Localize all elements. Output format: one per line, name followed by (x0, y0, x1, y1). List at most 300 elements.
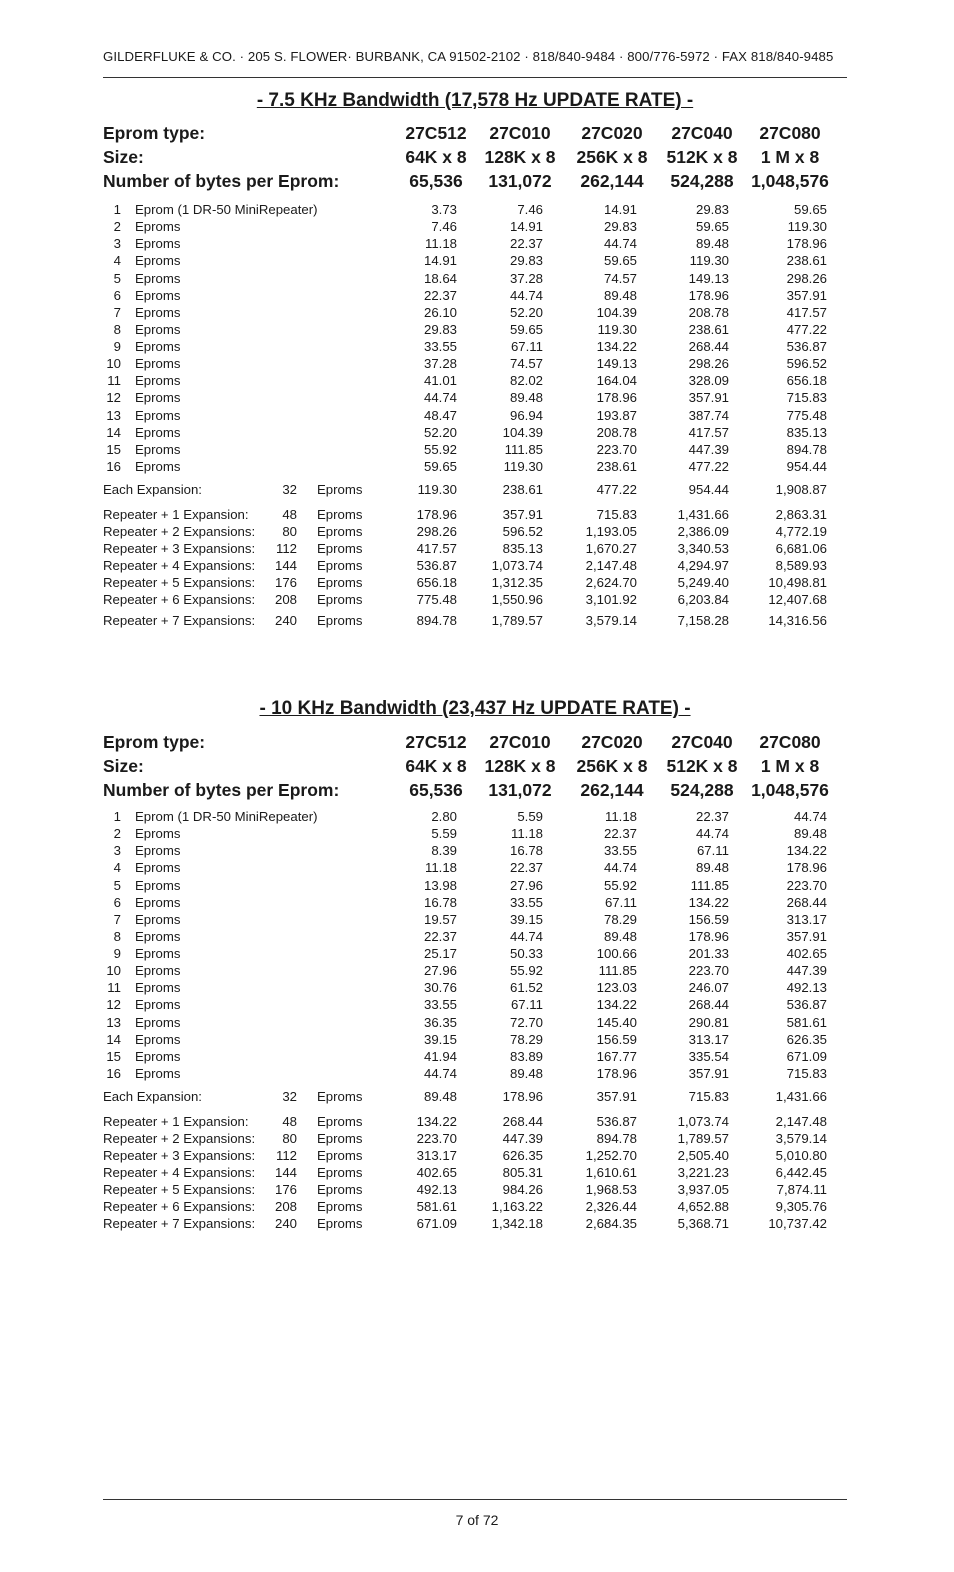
eprom-label: Eprom (1 DR-50 MiniRepeater) (135, 202, 318, 217)
seconds-value: 52.20 (423, 424, 457, 440)
eprom-label: Eproms (135, 356, 181, 372)
seconds-value: 37.28 (423, 356, 457, 372)
eprom-count: 11 (107, 980, 121, 996)
seconds-value: 894.78 (416, 613, 457, 628)
seconds-value: 7,158.28 (677, 613, 729, 628)
seconds-value: 1,610.61 (585, 1165, 637, 1180)
seconds-value: 119.30 (417, 482, 457, 497)
seconds-value: 59.65 (509, 321, 543, 337)
seconds-value: 201.33 (688, 946, 729, 962)
seconds-value: 596.52 (786, 356, 827, 372)
eprom-count: 2 (113, 826, 121, 842)
eprom-label: Eproms (135, 219, 181, 235)
expansion-unit: Eproms (317, 592, 363, 607)
seconds-value: 208.78 (688, 304, 729, 320)
eprom-count-row (103, 219, 847, 236)
eprom-count: 16 (106, 458, 121, 474)
seconds-value: 656.18 (786, 373, 827, 389)
seconds-value: 357.91 (786, 287, 827, 303)
column-header-cell: 256K x 8 (576, 756, 648, 776)
seconds-value: 6,203.84 (677, 592, 729, 607)
seconds-value: 193.87 (596, 407, 637, 423)
seconds-value: 626.35 (502, 1148, 543, 1163)
seconds-value: 55.92 (509, 963, 543, 979)
column-header-cell: 1,048,576 (751, 780, 829, 800)
seconds-value: 3.73 (431, 202, 457, 217)
eprom-label: Eproms (135, 911, 181, 927)
seconds-value: 268.44 (502, 1114, 543, 1129)
eprom-count-row (103, 860, 847, 877)
seconds-value: 6,442.45 (775, 1165, 827, 1180)
seconds-value: 402.65 (416, 1165, 457, 1180)
seconds-value: 1,073.74 (677, 1114, 729, 1129)
expansion-row (103, 541, 847, 558)
seconds-value: 59.65 (695, 219, 729, 235)
eprom-count: 14 (106, 1031, 121, 1047)
section-title: - 10 KHz Bandwidth (23,437 Hz UPDATE RATE) - (259, 698, 691, 719)
seconds-value: 298.26 (688, 356, 729, 372)
seconds-value: 7.46 (431, 219, 457, 235)
seconds-value: 89.48 (423, 1089, 457, 1104)
eprom-label: Eproms (135, 1014, 181, 1030)
seconds-value: 581.61 (416, 1199, 457, 1214)
seconds-value: 134.22 (688, 894, 729, 910)
seconds-value: 52.20 (509, 304, 543, 320)
expansion-unit: Eproms (317, 558, 363, 573)
seconds-value: 82.02 (509, 373, 543, 389)
eprom-count: 3 (113, 236, 121, 252)
seconds-value: 715.83 (786, 1065, 827, 1081)
seconds-value: 14,316.56 (768, 613, 827, 628)
seconds-value: 581.61 (786, 1014, 827, 1030)
seconds-value: 402.65 (786, 946, 827, 962)
expansion-eprom-count: 48 (282, 507, 297, 522)
eprom-label: Eproms (135, 946, 181, 962)
seconds-value: 268.44 (688, 339, 729, 355)
expansion-eprom-count: 208 (274, 1199, 297, 1214)
expansion-row (103, 1182, 847, 1199)
seconds-value: 805.31 (502, 1165, 543, 1180)
eprom-count-row (103, 339, 847, 356)
seconds-value: 357.91 (688, 1065, 729, 1081)
seconds-value: 1,789.57 (677, 1131, 729, 1146)
seconds-value: 1,789.57 (491, 613, 543, 628)
eprom-count: 9 (113, 339, 121, 355)
eprom-count-row (103, 997, 847, 1014)
row-label: Eprom type: (103, 732, 206, 752)
expansion-unit: Eproms (317, 1131, 363, 1146)
seconds-value: 10,498.81 (768, 575, 827, 590)
seconds-value: 715.83 (688, 1089, 729, 1104)
expansion-row (103, 613, 847, 630)
seconds-value: 22.37 (509, 236, 543, 252)
expansion-row (103, 1089, 847, 1106)
seconds-value: 59.65 (423, 458, 457, 474)
column-header-cell: 1,048,576 (751, 171, 829, 191)
seconds-value: 178.96 (596, 390, 637, 406)
seconds-value: 223.70 (786, 877, 827, 893)
seconds-value: 3,579.14 (775, 1131, 827, 1146)
seconds-value: 178.96 (596, 1065, 637, 1081)
expansion-row (103, 558, 847, 575)
seconds-value: 1,252.70 (585, 1148, 637, 1163)
seconds-value: 223.70 (596, 441, 637, 457)
eprom-count-row (103, 425, 847, 442)
seconds-value: 357.91 (786, 928, 827, 944)
column-header-cell: 65,536 (409, 780, 463, 800)
seconds-value: 492.13 (416, 1182, 457, 1197)
expansion-unit: Eproms (317, 1199, 363, 1214)
eprom-size-row (103, 756, 847, 780)
column-header-cell: 262,144 (580, 780, 644, 800)
seconds-value: 1,431.66 (775, 1089, 827, 1104)
seconds-value: 178.96 (502, 1089, 543, 1104)
expansion-row (103, 1131, 847, 1148)
expansion-eprom-count: 176 (274, 1182, 297, 1197)
seconds-value: 89.48 (695, 236, 729, 252)
expansion-eprom-count: 48 (282, 1114, 297, 1129)
expansion-label: Repeater + 3 Expansions: (103, 1148, 256, 1163)
expansion-unit: Eproms (317, 507, 363, 522)
eprom-label: Eproms (135, 441, 181, 457)
seconds-value: 44.74 (793, 809, 827, 824)
seconds-value: 417.57 (416, 541, 457, 556)
column-header-cell: 65,536 (409, 171, 463, 191)
eprom-label: Eproms (135, 373, 181, 389)
seconds-value: 447.39 (688, 441, 729, 457)
eprom-type-row (103, 732, 847, 756)
expansion-label: Each Expansion: (103, 482, 202, 497)
seconds-value: 8.39 (431, 843, 457, 859)
seconds-value: 536.87 (786, 997, 827, 1013)
eprom-label: Eproms (135, 877, 181, 893)
seconds-value: 22.37 (603, 826, 637, 842)
seconds-value: 1,550.96 (491, 592, 543, 607)
seconds-value: 3,579.14 (585, 613, 637, 628)
seconds-value: 25.17 (423, 946, 457, 962)
expansion-label: Repeater + 4 Expansions: (103, 1165, 256, 1180)
seconds-value: 119.30 (787, 219, 827, 235)
seconds-value: 2,624.70 (585, 575, 637, 590)
seconds-value: 22.37 (695, 809, 729, 824)
eprom-label: Eproms (135, 407, 181, 423)
seconds-value: 50.33 (509, 946, 543, 962)
seconds-value: 16.78 (509, 843, 543, 859)
seconds-value: 7.46 (517, 202, 543, 217)
seconds-value: 596.52 (502, 524, 543, 539)
column-header-cell: 27C020 (581, 732, 643, 752)
seconds-value: 134.22 (596, 997, 637, 1013)
eprom-count: 5 (113, 877, 121, 893)
seconds-value: 492.13 (786, 980, 827, 996)
expansion-label: Each Expansion: (103, 1089, 202, 1104)
seconds-value: 447.39 (786, 963, 827, 979)
seconds-value: 208.78 (596, 424, 637, 440)
seconds-value: 11.18 (604, 809, 637, 824)
seconds-value: 78.29 (603, 911, 637, 927)
expansion-eprom-count: 144 (274, 1165, 297, 1180)
seconds-value: 37.28 (509, 270, 543, 286)
eprom-count-row (103, 408, 847, 425)
expansion-unit: Eproms (317, 482, 363, 497)
expansion-row (103, 507, 847, 524)
eprom-count-row (103, 912, 847, 929)
seconds-value: 104.39 (502, 424, 543, 440)
seconds-value: 44.74 (603, 236, 637, 252)
seconds-value: 1,312.35 (491, 575, 543, 590)
eprom-count-row (103, 356, 847, 373)
seconds-value: 134.22 (416, 1114, 457, 1129)
expansion-unit: Eproms (317, 1165, 363, 1180)
seconds-value: 156.59 (688, 911, 729, 927)
eprom-count-row (103, 288, 847, 305)
seconds-value: 2,684.35 (585, 1216, 637, 1231)
seconds-value: 83.89 (509, 1048, 543, 1064)
column-header-cell: 512K x 8 (666, 756, 738, 776)
row-label: Size: (103, 756, 144, 776)
seconds-value: 3,340.53 (677, 541, 729, 556)
eprom-label: Eproms (135, 287, 181, 303)
seconds-value: 67.11 (696, 843, 729, 859)
column-header-cell: 512K x 8 (666, 147, 738, 167)
seconds-value: 2.80 (431, 809, 457, 824)
seconds-value: 8,589.93 (775, 558, 827, 573)
seconds-value: 27.96 (423, 963, 457, 979)
eprom-count: 12 (106, 997, 121, 1013)
column-header-cell: 27C040 (671, 732, 733, 752)
seconds-value: 417.57 (688, 424, 729, 440)
eprom-count: 8 (113, 321, 121, 337)
seconds-value: 119.30 (503, 458, 543, 474)
expansion-eprom-count: 80 (282, 1131, 297, 1146)
column-header-cell: 1 M x 8 (760, 147, 820, 167)
expansion-label: Repeater + 3 Expansions: (103, 541, 256, 556)
seconds-value: 67.11 (510, 339, 543, 355)
expansion-row (103, 1114, 847, 1131)
seconds-value: 2,326.44 (585, 1199, 637, 1214)
expansion-unit: Eproms (317, 575, 363, 590)
seconds-value: 33.55 (423, 339, 457, 355)
column-header-cell: 128K x 8 (484, 756, 556, 776)
row-label: Size: (103, 147, 144, 167)
column-header-cell: 1 M x 8 (760, 756, 820, 776)
seconds-value: 238.61 (502, 482, 543, 497)
eprom-label: Eproms (135, 270, 181, 286)
seconds-value: 1,342.18 (491, 1216, 543, 1231)
eprom-count: 1 (113, 809, 121, 824)
seconds-value: 387.74 (688, 407, 729, 423)
eprom-label: Eproms (135, 860, 181, 876)
expansion-label: Repeater + 5 Expansions: (103, 575, 256, 590)
eprom-size-row (103, 147, 847, 171)
seconds-value: 22.37 (509, 860, 543, 876)
seconds-value: 89.48 (793, 826, 827, 842)
seconds-value: 55.92 (603, 877, 637, 893)
eprom-count-row (103, 271, 847, 288)
expansion-row (103, 575, 847, 592)
seconds-value: 268.44 (786, 894, 827, 910)
expansion-eprom-count: 144 (274, 558, 297, 573)
seconds-value: 123.03 (596, 980, 637, 996)
section-title: - 7.5 KHz Bandwidth (17,578 Hz UPDATE RATE) - (256, 90, 694, 111)
expansion-label: Repeater + 4 Expansions: (103, 558, 256, 573)
seconds-value: 290.81 (688, 1014, 729, 1030)
seconds-value: 536.87 (786, 339, 827, 355)
seconds-value: 44.74 (423, 390, 457, 406)
expansion-label: Repeater + 2 Expansions: (103, 524, 256, 539)
eprom-count-row (103, 459, 847, 476)
seconds-value: 298.26 (416, 524, 457, 539)
seconds-value: 4,294.97 (677, 558, 729, 573)
expansion-eprom-count: 80 (282, 524, 297, 539)
seconds-value: 715.83 (786, 390, 827, 406)
seconds-value: 984.26 (502, 1182, 543, 1197)
seconds-value: 447.39 (502, 1131, 543, 1146)
seconds-value: 238.61 (596, 458, 637, 474)
expansion-row (103, 592, 847, 609)
column-header-cell: 64K x 8 (405, 147, 467, 167)
eprom-count-row (103, 1049, 847, 1066)
seconds-value: 29.83 (695, 202, 729, 217)
eprom-count: 15 (106, 1048, 121, 1064)
seconds-value: 16.78 (423, 894, 457, 910)
eprom-count: 1 (113, 202, 121, 217)
seconds-value: 178.96 (786, 860, 827, 876)
seconds-value: 48.47 (423, 407, 457, 423)
eprom-count: 6 (113, 287, 121, 303)
eprom-label: Eproms (135, 1031, 181, 1047)
seconds-value: 6,681.06 (775, 541, 827, 556)
expansion-eprom-count: 208 (274, 592, 297, 607)
eprom-label: Eproms (135, 321, 181, 337)
column-header-cell: 27C010 (489, 732, 551, 752)
expansion-label: Repeater + 2 Expansions: (103, 1131, 256, 1146)
seconds-value: 11.18 (424, 860, 457, 876)
eprom-count: 12 (106, 390, 121, 406)
expansion-unit: Eproms (317, 613, 363, 628)
seconds-value: 111.85 (504, 441, 543, 457)
seconds-value: 328.09 (688, 373, 729, 389)
expansion-label: Repeater + 5 Expansions: (103, 1182, 256, 1197)
seconds-value: 89.48 (509, 390, 543, 406)
seconds-value: 29.83 (423, 321, 457, 337)
seconds-value: 1,908.87 (775, 482, 827, 497)
row-label: Number of bytes per Eprom: (103, 780, 340, 800)
seconds-value: 89.48 (695, 860, 729, 876)
expansion-eprom-count: 240 (274, 613, 297, 628)
seconds-value: 313.17 (786, 911, 827, 927)
seconds-value: 2,147.48 (585, 558, 637, 573)
expansion-unit: Eproms (317, 541, 363, 556)
eprom-count-row (103, 895, 847, 912)
seconds-value: 44.74 (695, 826, 729, 842)
bytes-per-eprom-row (103, 780, 847, 804)
seconds-value: 894.78 (596, 1131, 637, 1146)
eprom-count-row (103, 878, 847, 895)
seconds-value: 12,407.68 (768, 592, 827, 607)
column-header-cell: 131,072 (488, 171, 552, 191)
expansion-label: Repeater + 7 Expansions: (103, 613, 256, 628)
seconds-value: 178.96 (416, 507, 457, 522)
eprom-count: 4 (113, 253, 121, 269)
column-header-cell: 262,144 (580, 171, 644, 191)
eprom-count: 3 (113, 843, 121, 859)
seconds-value: 2,147.48 (775, 1114, 827, 1129)
eprom-count-row (103, 980, 847, 997)
seconds-value: 626.35 (786, 1031, 827, 1047)
expansion-eprom-count: 176 (274, 575, 297, 590)
seconds-value: 19.57 (423, 911, 457, 927)
seconds-value: 104.39 (596, 304, 637, 320)
eprom-label: Eproms (135, 253, 181, 269)
seconds-value: 18.64 (423, 270, 457, 286)
expansion-label: Repeater + 7 Expansions: (103, 1216, 256, 1231)
seconds-value: 536.87 (596, 1114, 637, 1129)
expansion-row (103, 1148, 847, 1165)
seconds-value: 149.13 (596, 356, 637, 372)
seconds-value: 167.77 (596, 1048, 637, 1064)
eprom-count-row (103, 236, 847, 253)
column-header-cell: 64K x 8 (405, 756, 467, 776)
expansion-label: Repeater + 6 Expansions: (103, 1199, 256, 1214)
seconds-value: 41.94 (423, 1048, 457, 1064)
seconds-value: 2,863.31 (775, 507, 827, 522)
eprom-count-row (103, 1032, 847, 1049)
seconds-value: 775.48 (416, 592, 457, 607)
seconds-value: 9,305.76 (775, 1199, 827, 1214)
column-header-cell: 27C512 (405, 123, 467, 143)
seconds-value: 298.26 (786, 270, 827, 286)
eprom-label: Eproms (135, 928, 181, 944)
seconds-value: 3,101.92 (585, 592, 637, 607)
seconds-value: 22.37 (423, 928, 457, 944)
seconds-value: 1,431.66 (677, 507, 729, 522)
seconds-value: 72.70 (509, 1014, 543, 1030)
eprom-label: Eproms (135, 339, 181, 355)
expansion-unit: Eproms (317, 1216, 363, 1231)
seconds-value: 33.55 (423, 997, 457, 1013)
seconds-value: 835.13 (502, 541, 543, 556)
seconds-value: 29.83 (509, 253, 543, 269)
seconds-value: 134.22 (786, 843, 827, 859)
eprom-count-row (103, 843, 847, 860)
seconds-value: 26.10 (423, 304, 457, 320)
seconds-value: 13.98 (423, 877, 457, 893)
seconds-value: 178.96 (688, 928, 729, 944)
eprom-label: Eproms (135, 980, 181, 996)
seconds-value: 238.61 (786, 253, 827, 269)
seconds-value: 44.74 (509, 928, 543, 944)
seconds-value: 5.59 (517, 809, 543, 824)
seconds-value: 89.48 (603, 287, 637, 303)
seconds-value: 67.11 (510, 997, 543, 1013)
seconds-value: 29.83 (603, 219, 637, 235)
eprom-count: 16 (106, 1065, 121, 1081)
seconds-value: 5.59 (431, 826, 457, 842)
column-header-cell: 27C010 (489, 123, 551, 143)
expansion-unit: Eproms (317, 1182, 363, 1197)
page-number: 7 of 72 (455, 1512, 499, 1528)
seconds-value: 671.09 (786, 1048, 827, 1064)
eprom-count: 6 (113, 894, 121, 910)
seconds-value: 3,221.23 (677, 1165, 729, 1180)
seconds-value: 96.94 (509, 407, 543, 423)
seconds-value: 835.13 (786, 424, 827, 440)
seconds-value: 178.96 (688, 287, 729, 303)
seconds-value: 134.22 (596, 339, 637, 355)
seconds-value: 335.54 (688, 1048, 729, 1064)
page-header: GILDERFLUKE & CO. · 205 S. FLOWER· BURBANK, CA 91502-2102 · 818/840-9484 · 800/776-5972 · FAX 818/840-9485 (103, 49, 834, 64)
